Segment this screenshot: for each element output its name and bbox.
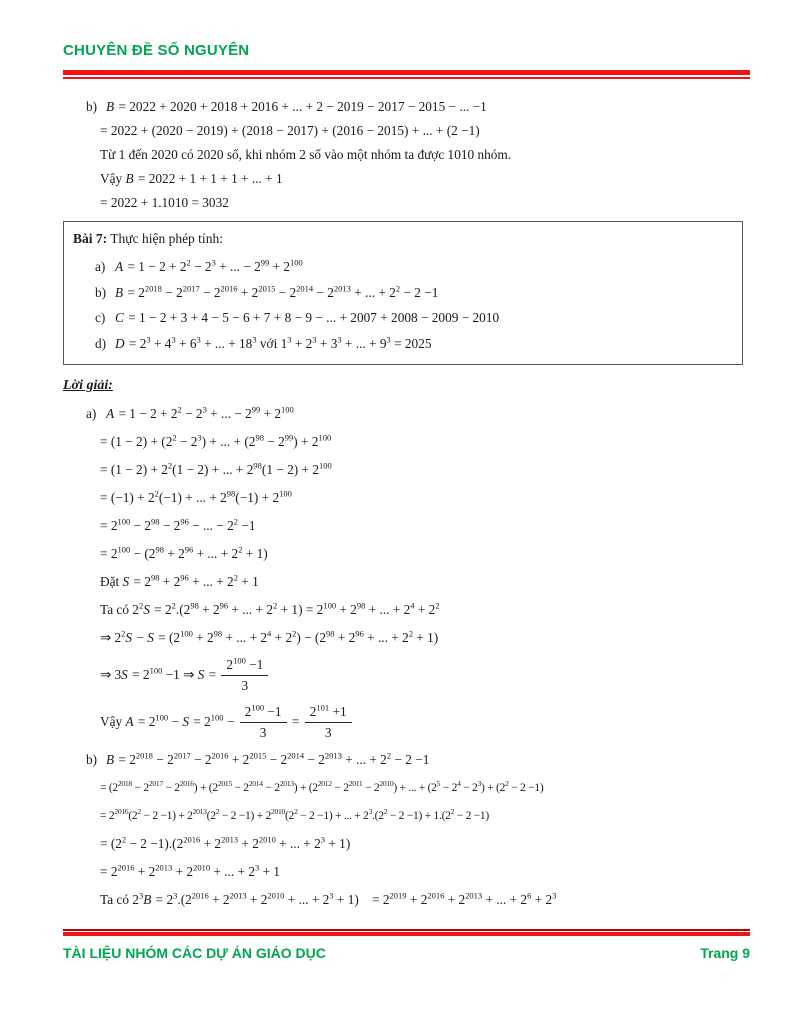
formula-line — [63, 119, 792, 143]
formula-line — [63, 568, 792, 596]
line-text — [106, 99, 487, 114]
page-footer — [63, 929, 750, 961]
math-text: = $2^{100} - (2^{98} + 2^{96}$ + ... + $2^2 + 1$) — [100, 544, 268, 561]
formula-line — [63, 95, 792, 119]
formula-line — [63, 143, 792, 167]
line-text — [100, 518, 255, 533]
formula-line — [63, 191, 792, 215]
header-rule — [63, 70, 750, 79]
math-text: = $(1 - 2) + 2^2(1 - 2)$ + ... + $2^{98}(1 - 2) + 2^{100}$ — [100, 460, 332, 477]
footer-left-text: TÀI LIỆU NHÓM CÁC DỰ ÁN GIÁO DỤC — [63, 945, 326, 961]
math-text: Ta có $2^3B = 2^3.(2^{2016} + 2^{2013} + 2^{2010}$ + ... + $2^3 + 1$) = $2^{2019} + 2^{2016} + 2^{2013}$ + ... + $2^6 + 2^3$ — [100, 890, 557, 907]
formula-line — [63, 624, 792, 652]
math-text: $D = 2^3 + 4^3 + 6^3$ + ... + $18^3$ với $1^3 + 2^3 + 3^3$ + ... + $9^3 = 2025$ — [115, 334, 432, 351]
formula-line — [63, 167, 792, 191]
line-marker: b) — [86, 99, 98, 114]
line-marker: c) — [95, 310, 106, 325]
fraction-denominator: 3 — [324, 725, 332, 740]
footer-page-number: Trang 9 — [700, 945, 750, 961]
line-text — [100, 574, 259, 589]
formula-line — [63, 484, 792, 512]
formula-line — [63, 830, 792, 858]
math-text: = 2022 + (2020 − 2019) + (2018 − 2017) + (2016 − 2015) + ... + (2 −1) — [100, 123, 480, 138]
problem-title: Thực hiện phép tính: — [107, 231, 223, 246]
fraction — [219, 657, 270, 694]
math-text: Vậy $A = 2^{100} - S = 2^{100}$ − — [100, 712, 238, 729]
problem-heading — [72, 229, 734, 249]
math-text: = $2^{100} - 2^{98} - 2^{96}$ − ... − $2^2 -1$ — [100, 516, 256, 533]
math-text: $A = 1 - 2 + 2^2 - 2^3$ + ... − $2^{99} + 2^{100}$ — [115, 257, 303, 274]
line-marker: b) — [86, 752, 98, 767]
formula-line — [63, 428, 792, 456]
formula-line — [63, 699, 792, 746]
formula-line — [63, 456, 792, 484]
formula-line — [63, 512, 792, 540]
line-text — [115, 285, 438, 300]
formula-line — [63, 774, 792, 802]
formula-line — [72, 280, 734, 306]
line-text — [100, 123, 480, 138]
formula-line — [63, 540, 792, 568]
line-text — [100, 892, 556, 907]
line-text — [106, 406, 294, 421]
solution-heading: Lời giải: — [63, 378, 113, 393]
math-text: = $2^{2016}(2^2 - 2 -1) + 2^{2013}(2^2 - 2 -1) + 2^{2010}(2^2 - 2 -1)$ + ... + $2^3.(2^2 - 2 -1) + 1.(2^2 - 2 -1)$ — [100, 807, 489, 822]
formula-line — [63, 802, 792, 830]
formula-line — [72, 331, 734, 357]
math-text: = 2022 + 1.1010 = 3032 — [100, 195, 229, 210]
line-text — [100, 490, 292, 505]
formula-line — [63, 652, 792, 699]
line-marker: a) — [95, 259, 106, 274]
problem-label: Bài 7: — [73, 231, 108, 246]
line-text — [115, 336, 432, 351]
math-text: Vậy B = 2022 + 1 + 1 + 1 + ... + 1 — [100, 171, 283, 186]
math-text: Đặt $S = 2^{98} + 2^{96}$ + ... + $2^2 + 1$ — [100, 572, 259, 589]
line-text — [106, 752, 429, 767]
line-text — [100, 809, 489, 822]
fraction-denominator: 3 — [241, 678, 249, 693]
intro-section — [0, 79, 792, 215]
math-text: $B = 2^{2018} - 2^{2017} - 2^{2016} + 2^{2015} - 2^{2014} - 2^{2013}$ + ... + $2^2 - 2 -1$ — [115, 283, 439, 300]
math-text: $B = 2^{2018} - 2^{2017} - 2^{2016} + 2^{2015} - 2^{2014} - 2^{2013}$ + ... + $2^2 - 2 -1$ — [106, 750, 430, 767]
formula-line — [72, 254, 734, 280]
line-marker: a) — [86, 406, 97, 421]
math-text: = $2^{2016} + 2^{2013} + 2^{2010}$ + ... + $2^3 + 1$ — [100, 862, 281, 879]
line-marker: b) — [95, 284, 107, 300]
line-text — [100, 630, 438, 645]
line-text — [100, 195, 229, 210]
line-text — [115, 310, 499, 325]
line-text — [115, 259, 303, 274]
problem-items — [72, 254, 734, 356]
math-text: Từ 1 đến 2020 có 2020 số, khi nhóm 2 số vào một nhóm ta được 1010 nhóm. — [100, 147, 512, 162]
footer-row — [63, 945, 750, 961]
line-text — [100, 655, 270, 693]
line-text — [100, 836, 350, 851]
math-text: ⇒ $2^2S - S = (2^{100} + 2^{98}$ + ... + $2^4 + 2^2) - (2^{98} + 2^{96}$ + ... + $2^2 + 1$) — [100, 628, 439, 645]
math-text: $A = 1 - 2 + 2^2 - 2^3$ + ... − $2^{99} + 2^{100}$ — [106, 404, 294, 421]
fraction-numerator: $2^{100} -1$ — [221, 657, 268, 676]
line-text — [100, 171, 283, 186]
formula-line — [63, 886, 792, 914]
math-text: = $(2^{2018} - 2^{2017} - 2^{2016}) + (2^{2015} - 2^{2014} - 2^{2013}) + (2^{2012} - 2^{2011} - 2^{2010})$ + ... + $(2^5 - 2^4 - 2^3) + (2^2 - 2 -1)$ — [100, 779, 544, 794]
math-text: = $(-1) + 2^2(-1)$ + ... + $2^{98}(-1) + 2^{100}$ — [100, 488, 292, 505]
line-text — [100, 434, 331, 449]
line-marker: d) — [95, 335, 107, 351]
math-text: = $(2^2 - 2 -1).(2^{2016} + 2^{2013} + 2^{2010}$ + ... + $2^3 + 1$) — [100, 834, 351, 851]
fraction-denominator: 3 — [259, 725, 267, 740]
math-text: = $(1 - 2) + (2^2 - 2^3)$ + ... + $(2^{98} - 2^{99}) + 2^{100}$ — [100, 432, 332, 449]
line-text — [100, 147, 511, 162]
footer-rule-thick — [63, 932, 750, 936]
formula-line — [63, 858, 792, 886]
math-text: B = 2022 + 2020 + 2018 + 2016 + ... + 2 − 2019 − 2017 − 2015 − ... −1 — [106, 99, 487, 114]
fraction — [303, 704, 354, 741]
line-text — [100, 546, 268, 561]
formula-line — [63, 400, 792, 428]
math-text: ⇒ $3S = 2^{100} -1$ ⇒ S = — [100, 665, 220, 682]
line-text — [100, 702, 354, 740]
line-text — [100, 864, 280, 879]
solution-section — [0, 398, 792, 914]
line-text — [100, 462, 332, 477]
formula-line — [63, 596, 792, 624]
formula-line — [72, 305, 734, 331]
math-text: = — [288, 713, 303, 729]
fraction-numerator: $2^{100} -1$ — [240, 704, 287, 723]
fraction — [238, 704, 289, 741]
math-text: C = 1 − 2 + 3 + 4 − 5 − 6 + 7 + 8 − 9 − ... + 2007 + 2008 − 2009 − 2010 — [115, 310, 500, 325]
line-text — [100, 781, 543, 794]
problem-box — [63, 221, 743, 365]
page-header — [0, 0, 792, 79]
formula-line — [63, 746, 792, 774]
math-text: Ta có $2^2S = 2^2.(2^{98} + 2^{96}$ + ... + $2^2 + 1) = 2^{100} + 2^{98}$ + ... + $2^4 + 2^2$ — [100, 600, 440, 617]
line-text — [100, 602, 440, 617]
fraction-numerator: $2^{101} +1$ — [305, 704, 352, 723]
document-title: CHUYÊN ĐỀ SỐ NGUYÊN — [63, 42, 250, 59]
